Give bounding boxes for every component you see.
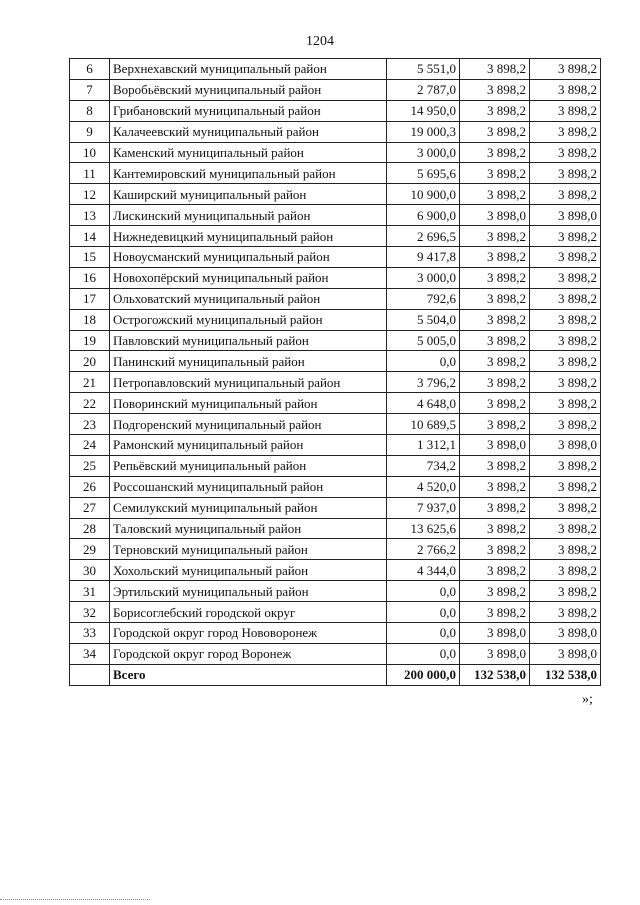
row-number: 14 [70,226,110,247]
row-number: 16 [70,267,110,288]
table-row [70,247,601,268]
municipality-name: Грибановский муниципальный район [110,100,387,121]
table-row [70,581,601,602]
municipality-name: Верхнехавский муниципальный район [110,59,387,80]
value-col-2: 3 898,0 [460,205,530,226]
value-col-3: 3 898,0 [530,205,601,226]
value-col-2: 3 898,2 [460,581,530,602]
value-col-1: 10 900,0 [387,184,460,205]
value-col-2: 3 898,2 [460,288,530,309]
row-number: 12 [70,184,110,205]
value-col-1: 2 766,2 [387,539,460,560]
footer-divider [0,899,150,900]
value-col-1: 6 900,0 [387,205,460,226]
value-col-1: 4 648,0 [387,393,460,414]
table-row [70,455,601,476]
value-col-3: 3 898,0 [530,643,601,664]
value-col-1: 792,6 [387,288,460,309]
value-col-2: 3 898,2 [460,393,530,414]
municipality-name: Петропавловский муниципальный район [110,372,387,393]
value-col-2: 3 898,2 [460,247,530,268]
row-number: 28 [70,518,110,539]
row-number: 8 [70,100,110,121]
value-col-3: 3 898,2 [530,476,601,497]
row-number: 11 [70,163,110,184]
value-col-2: 3 898,2 [460,142,530,163]
value-col-3: 3 898,2 [530,539,601,560]
value-col-2: 3 898,2 [460,267,530,288]
value-col-1: 10 689,5 [387,414,460,435]
municipality-name: Новохопёрский муниципальный район [110,267,387,288]
value-col-3: 3 898,2 [530,121,601,142]
municipality-name: Калачеевский муниципальный район [110,121,387,142]
row-number: 6 [70,59,110,80]
value-col-2: 3 898,2 [460,100,530,121]
municipality-name: Борисоглебский городской округ [110,602,387,623]
value-col-3: 3 898,2 [530,142,601,163]
value-col-2: 3 898,2 [460,518,530,539]
value-col-3: 3 898,2 [530,226,601,247]
value-col-2: 3 898,0 [460,623,530,644]
value-col-2: 3 898,2 [460,497,530,518]
municipality-name: Репьёвский муниципальный район [110,455,387,476]
value-col-2: 3 898,2 [460,539,530,560]
value-col-2: 3 898,2 [460,184,530,205]
value-col-1: 4 520,0 [387,476,460,497]
value-col-3: 3 898,0 [530,623,601,644]
value-col-2: 3 898,2 [460,163,530,184]
table-row [70,226,601,247]
total-value-1: 200 000,0 [387,664,460,685]
row-number: 27 [70,497,110,518]
value-col-3: 3 898,2 [530,351,601,372]
table-body [70,59,601,665]
table-row [70,351,601,372]
value-col-3: 3 898,2 [530,330,601,351]
table-row [70,184,601,205]
value-col-1: 9 417,8 [387,247,460,268]
value-col-1: 5 504,0 [387,309,460,330]
value-col-3: 3 898,2 [530,247,601,268]
municipality-name: Семилукский муниципальный район [110,497,387,518]
table-row [70,497,601,518]
row-number: 23 [70,414,110,435]
row-number: 25 [70,455,110,476]
row-number: 32 [70,602,110,623]
value-col-1: 5 695,6 [387,163,460,184]
row-number: 34 [70,643,110,664]
municipality-name: Ольховатский муниципальный район [110,288,387,309]
value-col-1: 3 000,0 [387,267,460,288]
table-row [70,121,601,142]
value-col-3: 3 898,2 [530,59,601,80]
value-col-3: 3 898,2 [530,560,601,581]
value-col-1: 2 696,5 [387,226,460,247]
table-row [70,602,601,623]
table-row [70,414,601,435]
table-row [70,205,601,226]
value-col-2: 3 898,2 [460,560,530,581]
table-row [70,59,601,80]
table-row [70,435,601,456]
municipality-name: Павловский муниципальный район [110,330,387,351]
row-number: 13 [70,205,110,226]
value-col-3: 3 898,2 [530,309,601,330]
table-row [70,163,601,184]
municipality-name: Нижнедевицкий муниципальный район [110,226,387,247]
municipality-name: Лискинский муниципальный район [110,205,387,226]
row-number: 24 [70,435,110,456]
municipality-name: Таловский муниципальный район [110,518,387,539]
value-col-3: 3 898,2 [530,267,601,288]
value-col-3: 3 898,2 [530,79,601,100]
value-col-1: 5 551,0 [387,59,460,80]
row-number: 33 [70,623,110,644]
value-col-1: 3 796,2 [387,372,460,393]
table-row [70,643,601,664]
municipality-name: Острогожский муниципальный район [110,309,387,330]
value-col-1: 5 005,0 [387,330,460,351]
total-num-cell [70,664,110,685]
municipality-name: Воробьёвский муниципальный район [110,79,387,100]
row-number: 21 [70,372,110,393]
table-row [70,372,601,393]
municipality-name: Панинский муниципальный район [110,351,387,372]
value-col-1: 0,0 [387,602,460,623]
municipality-name: Новоусманский муниципальный район [110,247,387,268]
row-number: 29 [70,539,110,560]
table-row [70,100,601,121]
value-col-3: 3 898,2 [530,497,601,518]
value-col-2: 3 898,2 [460,476,530,497]
municipality-name: Рамонский муниципальный район [110,435,387,456]
value-col-3: 3 898,2 [530,184,601,205]
value-col-1: 7 937,0 [387,497,460,518]
row-number: 26 [70,476,110,497]
value-col-1: 14 950,0 [387,100,460,121]
value-col-1: 1 312,1 [387,435,460,456]
page-number: 1204 [306,34,334,49]
value-col-2: 3 898,2 [460,79,530,100]
total-label: Всего [110,664,387,685]
table-row [70,142,601,163]
closing-quote-mark: »; [582,692,593,707]
row-number: 17 [70,288,110,309]
table-row [70,309,601,330]
row-number: 7 [70,79,110,100]
table-row [70,288,601,309]
municipality-name: Городской округ город Воронеж [110,643,387,664]
value-col-2: 3 898,0 [460,435,530,456]
municipality-name: Терновский муниципальный район [110,539,387,560]
value-col-2: 3 898,2 [460,351,530,372]
row-number: 22 [70,393,110,414]
value-col-2: 3 898,2 [460,121,530,142]
value-col-3: 3 898,2 [530,163,601,184]
municipality-name: Каширский муниципальный район [110,184,387,205]
municipality-name: Эртильский муниципальный район [110,581,387,602]
value-col-2: 3 898,2 [460,330,530,351]
row-number: 9 [70,121,110,142]
value-col-2: 3 898,2 [460,226,530,247]
table-row [70,623,601,644]
value-col-3: 3 898,2 [530,393,601,414]
value-col-3: 3 898,2 [530,602,601,623]
value-col-1: 0,0 [387,623,460,644]
allocation-table [69,58,601,686]
value-col-3: 3 898,2 [530,100,601,121]
table-row [70,539,601,560]
value-col-2: 3 898,2 [460,455,530,476]
table-row [70,393,601,414]
row-number: 20 [70,351,110,372]
value-col-3: 3 898,2 [530,455,601,476]
row-number: 18 [70,309,110,330]
value-col-1: 4 344,0 [387,560,460,581]
municipality-name: Каменский муниципальный район [110,142,387,163]
value-col-1: 734,2 [387,455,460,476]
municipality-name: Кантемировский муниципальный район [110,163,387,184]
value-col-3: 3 898,2 [530,372,601,393]
table-row [70,79,601,100]
table-row [70,560,601,581]
value-col-2: 3 898,2 [460,59,530,80]
municipality-name: Россошанский муниципальный район [110,476,387,497]
row-number: 19 [70,330,110,351]
value-col-1: 0,0 [387,351,460,372]
value-col-1: 3 000,0 [387,142,460,163]
table-row [70,476,601,497]
value-col-3: 3 898,2 [530,288,601,309]
value-col-1: 13 625,6 [387,518,460,539]
row-number: 31 [70,581,110,602]
value-col-1: 2 787,0 [387,79,460,100]
total-value-2: 132 538,0 [460,664,530,685]
value-col-1: 19 000,3 [387,121,460,142]
value-col-3: 3 898,2 [530,518,601,539]
value-col-2: 3 898,2 [460,602,530,623]
row-number: 15 [70,247,110,268]
table-row [70,518,601,539]
value-col-2: 3 898,0 [460,643,530,664]
value-col-1: 0,0 [387,643,460,664]
total-value-3: 132 538,0 [530,664,601,685]
municipality-name: Поворинский муниципальный район [110,393,387,414]
value-col-1: 0,0 [387,581,460,602]
table-row [70,330,601,351]
row-number: 10 [70,142,110,163]
value-col-2: 3 898,2 [460,372,530,393]
value-col-3: 3 898,2 [530,414,601,435]
value-col-2: 3 898,2 [460,309,530,330]
municipality-name: Хохольский муниципальный район [110,560,387,581]
municipality-name: Городской округ город Нововоронеж [110,623,387,644]
total-row [70,664,601,685]
municipality-name: Подгоренский муниципальный район [110,414,387,435]
value-col-2: 3 898,2 [460,414,530,435]
table-row [70,267,601,288]
value-col-3: 3 898,2 [530,581,601,602]
value-col-3: 3 898,0 [530,435,601,456]
row-number: 30 [70,560,110,581]
